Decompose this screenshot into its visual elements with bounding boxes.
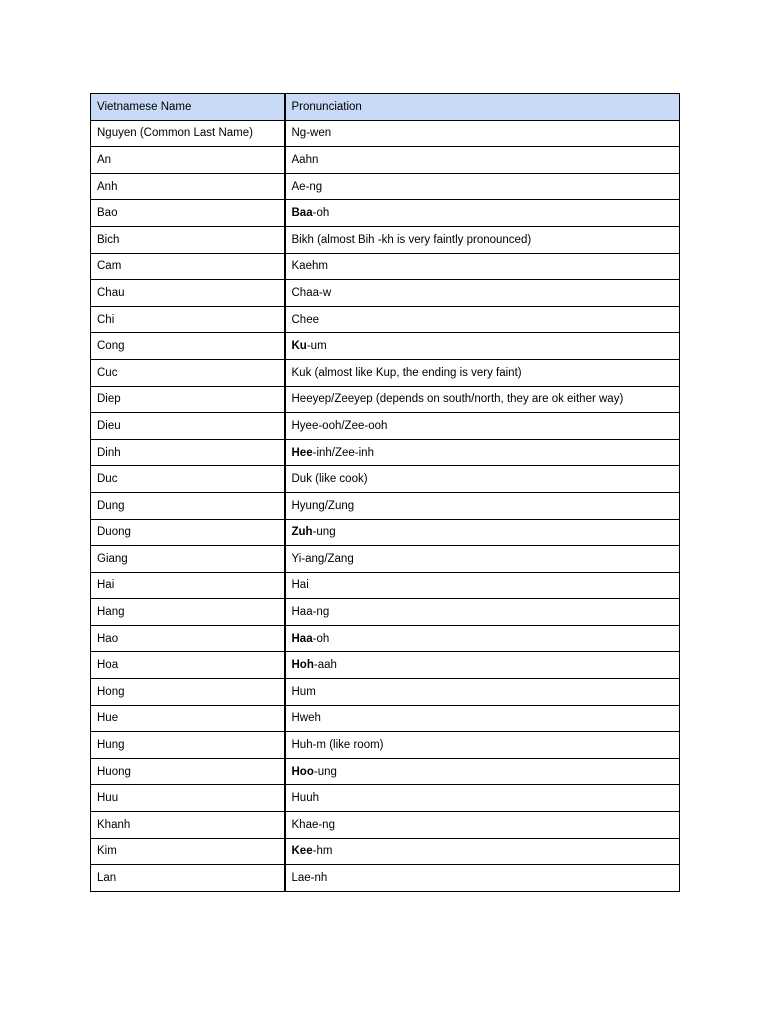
- table-row: [91, 200, 680, 227]
- pronunciation-text: Yi-ang/Zang: [291, 552, 354, 565]
- pronunciation-cell: [285, 758, 680, 785]
- table-row: [91, 359, 680, 386]
- pronunciation-cell: [285, 200, 680, 227]
- table-row: [91, 625, 680, 652]
- name-cell: Giang: [91, 546, 285, 573]
- pronunciation-text: Bikh (almost Bih -kh is very faintly pronounced): [291, 233, 532, 246]
- name-cell: Hong: [91, 679, 285, 706]
- table-row: [91, 466, 680, 493]
- table-row: [91, 147, 680, 174]
- pronunciation-text: -ung: [313, 765, 337, 778]
- stressed-syllable: Hee: [291, 446, 313, 459]
- pronunciation-cell: [285, 413, 680, 440]
- pronunciation-text: -um: [306, 340, 327, 353]
- name-cell: Cong: [91, 333, 285, 360]
- pronunciation-text: Hyung/Zung: [291, 499, 355, 512]
- stressed-syllable: Hoh: [291, 659, 314, 672]
- pronunciation-text: Huh-m (like room): [291, 739, 384, 752]
- table-row: [91, 386, 680, 413]
- name-cell: Cam: [91, 253, 285, 280]
- pronunciation-cell: [285, 812, 680, 839]
- pronunciation-text: -oh: [312, 632, 330, 645]
- table-body: [91, 94, 680, 892]
- pronunciation-cell: [285, 306, 680, 333]
- table-row: [91, 333, 680, 360]
- pronunciation-text: Kuk (almost like Kup, the ending is very faint): [291, 366, 522, 379]
- pronunciation-text: -inh/Zee-inh: [312, 446, 374, 459]
- table-row: [91, 572, 680, 599]
- name-cell: Kim: [91, 838, 285, 865]
- pronunciation-cell: [285, 439, 680, 466]
- table-row: [91, 413, 680, 440]
- pronunciation-text: Ae-ng: [291, 180, 323, 193]
- pronunciation-cell: [285, 492, 680, 519]
- name-cell: Nguyen (Common Last Name): [91, 120, 285, 147]
- header-vietnamese-name: Vietnamese Name: [91, 94, 285, 121]
- stressed-syllable: Haa: [291, 632, 313, 645]
- stressed-syllable: Baa: [291, 207, 313, 220]
- name-cell: Duong: [91, 519, 285, 546]
- table-row: [91, 173, 680, 200]
- pronunciation-cell: [285, 253, 680, 280]
- name-cell: Diep: [91, 386, 285, 413]
- table-row: [91, 253, 680, 280]
- pronunciation-text: Duk (like cook): [291, 473, 368, 486]
- pronunciation-cell: [285, 173, 680, 200]
- stressed-syllable: Ku: [291, 340, 307, 353]
- name-cell: Chau: [91, 280, 285, 307]
- table-row: [91, 652, 680, 679]
- pronunciation-cell: [285, 865, 680, 892]
- pronunciation-cell: [285, 732, 680, 759]
- pronunciation-text: Hweh: [291, 712, 321, 725]
- pronunciation-text: Haa-ng: [291, 606, 330, 619]
- pronunciation-cell: [285, 625, 680, 652]
- pronunciation-text: -ung: [312, 526, 336, 539]
- pronunciation-table: [90, 93, 680, 892]
- pronunciation-text: Hum: [291, 685, 316, 698]
- table-row: [91, 838, 680, 865]
- name-cell: Dieu: [91, 413, 285, 440]
- pronunciation-text: Chee: [291, 313, 319, 326]
- name-cell: Cuc: [91, 359, 285, 386]
- name-cell: Hoa: [91, 652, 285, 679]
- name-cell: Bich: [91, 226, 285, 253]
- name-cell: Dinh: [91, 439, 285, 466]
- pronunciation-text: Ng-wen: [291, 127, 332, 140]
- pronunciation-text: Hyee-ooh/Zee-ooh: [291, 419, 388, 432]
- pronunciation-cell: [285, 333, 680, 360]
- pronunciation-cell: [285, 280, 680, 307]
- pronunciation-text: Chaa-w: [291, 286, 332, 299]
- pronunciation-text: Khae-ng: [291, 818, 335, 831]
- pronunciation-cell: [285, 785, 680, 812]
- table-row: [91, 812, 680, 839]
- stressed-syllable: Kee: [291, 845, 313, 858]
- pronunciation-cell: [285, 147, 680, 174]
- table-row: [91, 120, 680, 147]
- name-cell: Hai: [91, 572, 285, 599]
- pronunciation-text: Kaehm: [291, 260, 328, 273]
- pronunciation-cell: [285, 226, 680, 253]
- name-cell: Huong: [91, 758, 285, 785]
- pronunciation-cell: [285, 120, 680, 147]
- pronunciation-cell: [285, 679, 680, 706]
- table-row: [91, 226, 680, 253]
- table-header-row: [91, 94, 680, 121]
- name-cell: An: [91, 147, 285, 174]
- table-row: [91, 705, 680, 732]
- pronunciation-cell: [285, 705, 680, 732]
- pronunciation-cell: [285, 386, 680, 413]
- name-cell: Anh: [91, 173, 285, 200]
- pronunciation-cell: [285, 546, 680, 573]
- pronunciation-cell: [285, 599, 680, 626]
- name-cell: Khanh: [91, 812, 285, 839]
- table-row: [91, 679, 680, 706]
- pronunciation-cell: [285, 359, 680, 386]
- pronunciation-text: Aahn: [291, 153, 319, 166]
- name-cell: Bao: [91, 200, 285, 227]
- table-row: [91, 732, 680, 759]
- pronunciation-text: -oh: [312, 207, 330, 220]
- table-row: [91, 599, 680, 626]
- table-row: [91, 519, 680, 546]
- pronunciation-cell: [285, 838, 680, 865]
- pronunciation-cell: [285, 519, 680, 546]
- name-cell: Chi: [91, 306, 285, 333]
- pronunciation-cell: [285, 466, 680, 493]
- pronunciation-text: Lae-nh: [291, 872, 328, 885]
- pronunciation-cell: [285, 652, 680, 679]
- pronunciation-cell: [285, 572, 680, 599]
- name-cell: Hang: [91, 599, 285, 626]
- stressed-syllable: Hoo: [291, 765, 314, 778]
- table-row: [91, 439, 680, 466]
- table-row: [91, 865, 680, 892]
- pronunciation-text: Hai: [291, 579, 309, 592]
- name-cell: Hao: [91, 625, 285, 652]
- pronunciation-text: Huuh: [291, 792, 319, 805]
- header-pronunciation: Pronunciation: [285, 94, 680, 121]
- pronunciation-text: -hm: [312, 845, 333, 858]
- name-cell: Dung: [91, 492, 285, 519]
- table-row: [91, 306, 680, 333]
- table-row: [91, 758, 680, 785]
- name-cell: Lan: [91, 865, 285, 892]
- name-cell: Hue: [91, 705, 285, 732]
- table-row: [91, 492, 680, 519]
- table-row: [91, 280, 680, 307]
- stressed-syllable: Zuh: [291, 526, 313, 539]
- pronunciation-text: Heeyep/Zeeyep (depends on south/north, they are ok either way): [291, 393, 624, 406]
- name-cell: Duc: [91, 466, 285, 493]
- table-row: [91, 785, 680, 812]
- table-row: [91, 546, 680, 573]
- name-cell: Hung: [91, 732, 285, 759]
- name-cell: Huu: [91, 785, 285, 812]
- pronunciation-text: -aah: [313, 659, 337, 672]
